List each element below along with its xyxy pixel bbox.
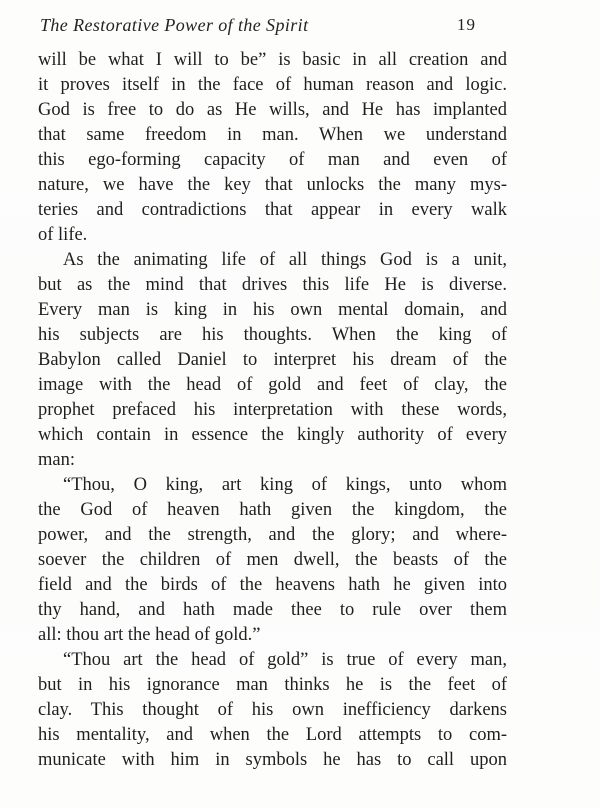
text-line: all: thou art the head of gold.” xyxy=(38,625,261,645)
text-line: prophet prefaced his interpretation with these words, xyxy=(38,400,507,420)
text-line: it proves itself in the face of human reason and logic. xyxy=(38,75,507,95)
text-line: the God of heaven hath given the kingdom, the xyxy=(38,500,507,520)
text-line: but as the mind that drives this life He is diverse. xyxy=(38,275,507,295)
text-line: nature, we have the key that unlocks the many mys- xyxy=(38,175,507,195)
text-line: man: xyxy=(38,450,75,470)
text-line: As the animating life of all things God is a unit, xyxy=(63,250,507,270)
text-line: God is free to do as He wills, and He has implanted xyxy=(38,100,507,120)
text-line: image with the head of gold and feet of clay, the xyxy=(38,375,507,395)
text-line: power, and the strength, and the glory; and where- xyxy=(38,525,507,545)
text-line: of life. xyxy=(38,225,88,245)
page-body xyxy=(38,48,507,773)
text-line: which contain in essence the kingly authority of every xyxy=(38,425,507,445)
text-line: Babylon called Daniel to interpret his dream of the xyxy=(38,350,507,370)
text-line: field and the birds of the heavens hath he given into xyxy=(38,575,507,595)
text-line: his mentality, and when the Lord attempts to com- xyxy=(38,725,507,745)
text-line: that same freedom in man. When we understand xyxy=(38,125,507,145)
text-line: will be what I will to be” is basic in all creation and xyxy=(38,50,507,70)
text-line: Every man is king in his own mental domain, and xyxy=(38,300,507,320)
text-line: his subjects are his thoughts. When the king of xyxy=(38,325,507,345)
chapter-title: The Restorative Power of the Spirit xyxy=(40,15,309,35)
running-header xyxy=(40,12,507,38)
text-line: municate with him in symbols he has to call upon xyxy=(38,750,507,770)
text-line: soever the children of men dwell, the beasts of the xyxy=(38,550,507,570)
text-line: thy hand, and hath made thee to rule over them xyxy=(38,600,507,620)
text-line: clay. This thought of his own inefficiency darkens xyxy=(38,700,507,720)
text-line: this ego-forming capacity of man and even of xyxy=(38,150,507,170)
page-number: 19 xyxy=(457,15,476,34)
text-line: “Thou art the head of gold” is true of every man, xyxy=(63,650,507,670)
text-line: teries and contradictions that appear in every walk xyxy=(38,200,507,220)
text-line: “Thou, O king, art king of kings, unto whom xyxy=(63,475,507,495)
text-line: but in his ignorance man thinks he is the feet of xyxy=(38,675,507,695)
